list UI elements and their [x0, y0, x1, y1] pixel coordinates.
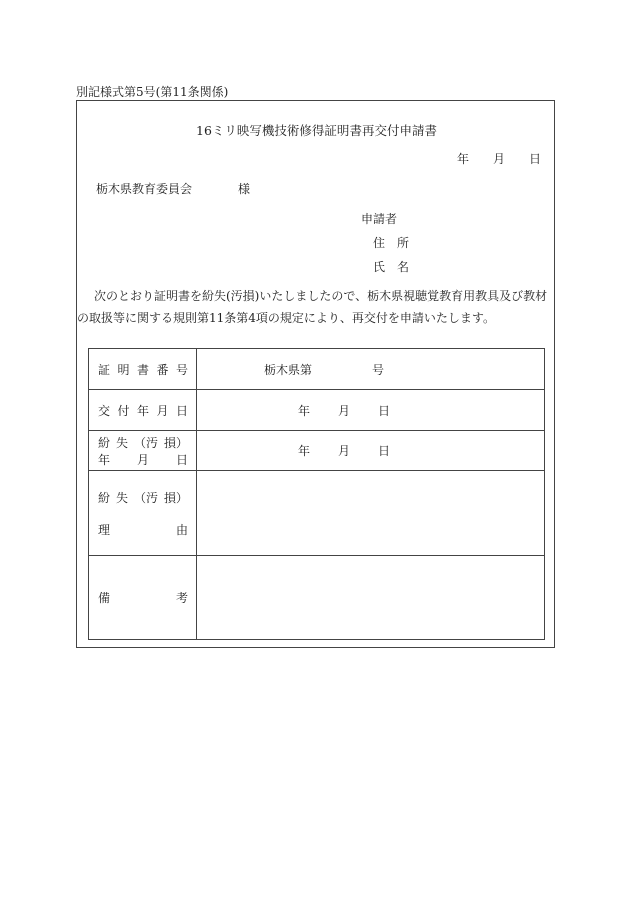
issue-date-row	[89, 390, 545, 431]
applicant-address-label: 住 所	[373, 236, 410, 250]
loss-date-field[interactable]: 年 月 日	[197, 431, 545, 471]
cert-number-prefix: 栃木県第	[264, 362, 313, 377]
remarks-field[interactable]	[197, 556, 545, 640]
issue-date-field[interactable]: 年 月 日	[197, 390, 545, 431]
issue-date-label: 交 付 年 月 日	[98, 403, 188, 418]
date-month: 月	[493, 152, 506, 166]
loss-date-label: 紛 失 （汚 損） 年 月 日	[98, 435, 188, 467]
cert-number-row	[89, 349, 545, 390]
application-statement	[77, 285, 556, 329]
date-day: 日	[529, 152, 542, 166]
form-title: 16ミリ映写機技術修得証明書再交付申請書	[196, 123, 437, 138]
statement-line-2: の取扱等に関する規則第11条第4項の規定により、再交付を申請いたします。	[77, 311, 495, 325]
cert-number-field[interactable]	[197, 349, 545, 390]
loss-reason-row	[89, 471, 545, 556]
loss-date-row	[89, 431, 545, 471]
remarks-label: 備 考	[98, 591, 188, 605]
application-form-frame	[76, 100, 555, 648]
form-reference: 別記様式第5号(第11条関係)	[76, 85, 229, 99]
cert-number-suffix: 号	[372, 362, 385, 377]
certificate-info-table	[88, 348, 545, 640]
loss-reason-label: 紛 失 （汚 損） 理 由	[98, 490, 188, 537]
applicant-name-label: 氏 名	[373, 260, 410, 274]
addressee-honorific: 様	[238, 182, 251, 196]
statement-line-1: 次のとおり証明書を紛失(汚損)いたしましたので、栃木県視聴覚教育用教具及び教材	[94, 289, 548, 303]
remarks-row	[89, 556, 545, 640]
loss-reason-field[interactable]	[197, 471, 545, 556]
applicant-label: 申請者	[361, 212, 398, 226]
addressee-name: 栃木県教育委員会	[96, 182, 193, 196]
cert-number-label: 証 明 書 番 号	[98, 362, 188, 377]
date-year: 年	[457, 152, 470, 166]
